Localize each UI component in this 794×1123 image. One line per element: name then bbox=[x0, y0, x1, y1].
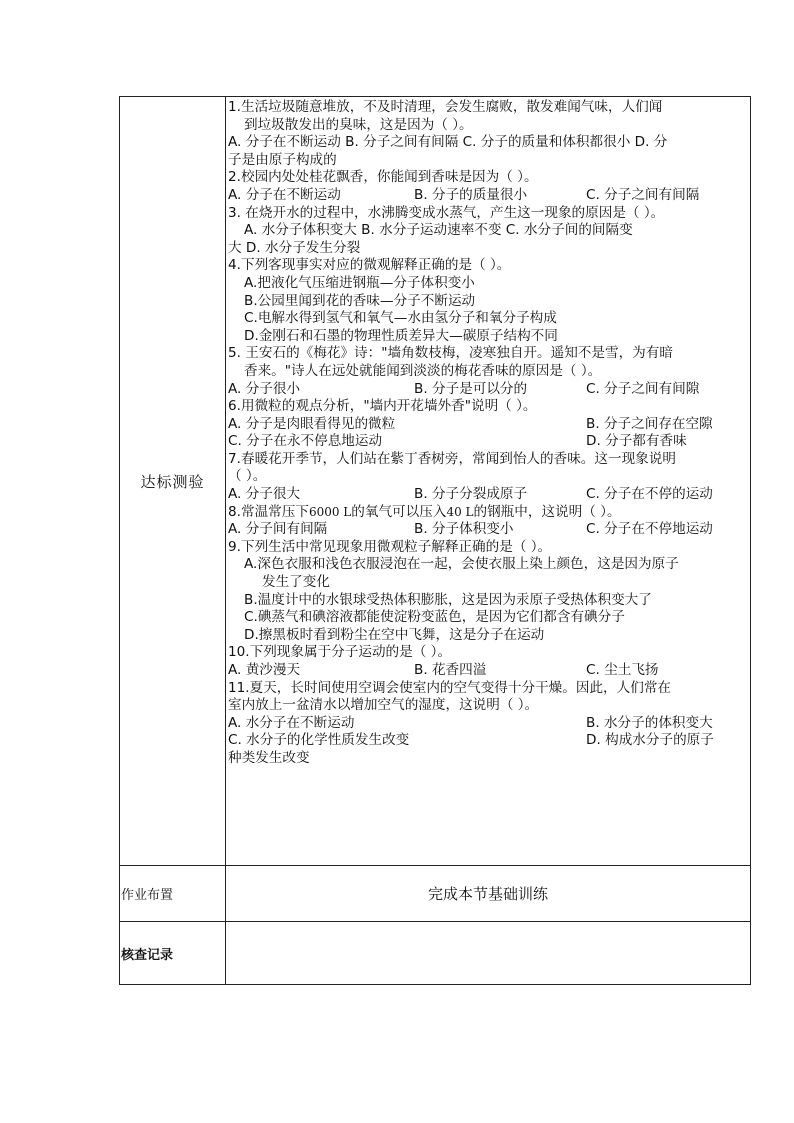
q6-options-cd bbox=[228, 433, 748, 451]
test-row bbox=[120, 97, 751, 866]
q7-option-b: B. 分子分裂成原子 bbox=[414, 486, 528, 503]
q6-option-a: A. 分子是肉眼看得见的微粒 bbox=[228, 415, 396, 432]
check-label: 核查记录 bbox=[120, 922, 226, 985]
q10-options bbox=[228, 662, 748, 680]
q5-option-c: C. 分子之间有间隙 bbox=[586, 380, 700, 397]
q2-option-b: B. 分子的质量很小 bbox=[414, 186, 528, 203]
q5-line2: 香来。"诗人在远处就能闻到淡淡的梅花香味的原因是（ ）。 bbox=[244, 362, 602, 379]
q7-line1: 7.春暖花开季节，人们站在紫丁香树旁，常闻到怡人的香味。这一现象说明 bbox=[228, 450, 676, 467]
q11-options-cd bbox=[228, 732, 748, 750]
q9-option-a: A.深色衣服和浅色衣服浸泡在一起，会使衣服上染上颜色，这是因为原子 bbox=[244, 556, 679, 573]
q6-stem: 6.用微粒的观点分析，"墙内开花墙外香"说明（ ）。 bbox=[228, 398, 537, 415]
q11-option-d: D. 构成水分子的原子 bbox=[586, 732, 714, 749]
q3-line3: 大 D. 水分子发生分裂 bbox=[228, 239, 361, 256]
q7-option-a: A. 分子很大 bbox=[228, 486, 301, 503]
test-label: 达标测验 bbox=[120, 97, 226, 866]
q5-line1: 5. 王安石的《梅花》诗："墙角数枝梅，凌寒独自开。遥知不是雪，为有暗 bbox=[228, 345, 673, 362]
q8-volume-1: 6000 L bbox=[308, 504, 352, 519]
q10-option-c: C. 尘土飞扬 bbox=[586, 662, 659, 678]
q11-option-c: C. 水分子的化学性质发生改变 bbox=[228, 732, 410, 749]
q10-stem: 10.下列现象属于分子运动的是（ ）。 bbox=[228, 644, 452, 661]
q6-option-b: B. 分子之间存在空隙 bbox=[586, 415, 713, 432]
q8-stem-pre: 8.常温常压下 bbox=[228, 503, 309, 520]
q11-options-ab bbox=[228, 715, 748, 733]
q9-option-a-cont: 发生了变化 bbox=[262, 574, 330, 591]
homework-text: 完成本节基础训练 bbox=[226, 866, 751, 922]
q11-line2: 室内放上一盆清水以增加空气的湿度，这说明（ ）。 bbox=[228, 697, 539, 714]
q8-option-c: C. 分子在不停地运动 bbox=[586, 521, 713, 538]
q8-option-b: B. 分子体积变小 bbox=[414, 521, 514, 538]
lesson-table bbox=[119, 96, 751, 985]
q3-line2: A. 水分子体积变大 B. 水分子运动速率不变 C. 水分子间的间隔变 bbox=[244, 222, 633, 239]
questions-cell bbox=[226, 97, 751, 866]
q8-options bbox=[228, 521, 748, 539]
q9-option-d: D.擦黑板时看到粉尘在空中飞舞，这是分子在运动 bbox=[244, 626, 545, 643]
q4-option-c: C.电解水得到氢气和氧气—水由氢分子和氧分子构成 bbox=[244, 310, 557, 327]
q9-option-b: B.温度计中的水银球受热体积膨胀，这是因为汞原子受热体积变大了 bbox=[244, 591, 652, 608]
q6-option-d: D. 分子都有香味 bbox=[586, 433, 687, 450]
q1-line4: 子是由原子构成的 bbox=[228, 151, 337, 168]
q5-option-b: B. 分子是可以分的 bbox=[414, 380, 528, 397]
homework-row bbox=[120, 866, 751, 922]
q4-stem: 4.下列客现事实对应的微观解释正确的是（ ）。 bbox=[228, 257, 511, 274]
q8-stem bbox=[228, 504, 748, 522]
q4-option-d: D.金刚石和石墨的物理性质差异大—碳原子结构不同 bbox=[244, 327, 558, 344]
check-value[interactable] bbox=[226, 922, 751, 985]
q2-options bbox=[228, 187, 748, 205]
q5-options bbox=[228, 381, 748, 399]
q8-stem-post: 的钢瓶中，这说明（ ）。 bbox=[473, 503, 621, 520]
q8-stem-mid: 的氧气可以压入 bbox=[351, 503, 447, 520]
q3-stem: 3. 在烧开水的过程中，水沸腾变成水蒸气，产生这一现象的原因是（ ）。 bbox=[228, 204, 665, 221]
q7-line2: （ ）。 bbox=[228, 468, 267, 485]
q11-option-b: B. 水分子的体积变大 bbox=[586, 714, 713, 731]
q11-option-a: A. 水分子在不断运动 bbox=[228, 714, 355, 731]
q4-option-b: B.公园里闻到花的香味—分子不断运动 bbox=[244, 292, 476, 309]
q10-option-b: B. 花香四溢 bbox=[414, 662, 487, 678]
q1-line1: 1.生活垃圾随意堆放，不及时清理，会发生腐败，散发难闻气味，人们闻 bbox=[228, 99, 663, 115]
check-row bbox=[120, 922, 751, 985]
q2-option-a: A. 分子在不断运动 bbox=[228, 186, 341, 203]
q9-stem: 9.下列生活中常见现象用微观粒子解释正确的是（ ）。 bbox=[228, 538, 552, 555]
q2-stem: 2.校园内处处桂花飘香，你能闻到香味是因为（ ）。 bbox=[228, 169, 538, 186]
q6-options-ab bbox=[228, 416, 748, 434]
q10-option-a: A. 黄沙漫天 bbox=[228, 662, 301, 678]
q8-option-a: A. 分子间有间隔 bbox=[228, 521, 328, 538]
q7-options bbox=[228, 486, 748, 504]
q1-line3: A. 分子在不断运动 B. 分子之间有间隔 C. 分子的质量和体积都很小 D. 分 bbox=[228, 134, 668, 151]
q1-line2: 到垃圾散发出的臭味，这是因为（ ）。 bbox=[244, 116, 473, 133]
q5-option-a: A. 分子很小 bbox=[228, 380, 301, 397]
q8-volume-2: 40 L bbox=[446, 504, 474, 519]
q4-option-a: A.把液化气压缩进钢瓶—分子体积变小 bbox=[244, 274, 475, 291]
q11-line1: 11.夏天，长时间使用空调会使室内的空气变得十分干燥。因此，人们常在 bbox=[228, 679, 672, 696]
q9-option-c: C.碘蒸气和碘溶液都能使淀粉变蓝色，是因为它们都含有碘分子 bbox=[244, 609, 625, 626]
q11-option-d-cont: 种类发生改变 bbox=[228, 749, 310, 766]
q6-option-c: C. 分子在永不停息地运动 bbox=[228, 433, 383, 450]
homework-label: 作业布置 bbox=[120, 866, 226, 922]
q2-option-c: C. 分子之间有间隔 bbox=[586, 186, 700, 203]
q7-option-c: C. 分子在不停的运动 bbox=[586, 486, 713, 503]
